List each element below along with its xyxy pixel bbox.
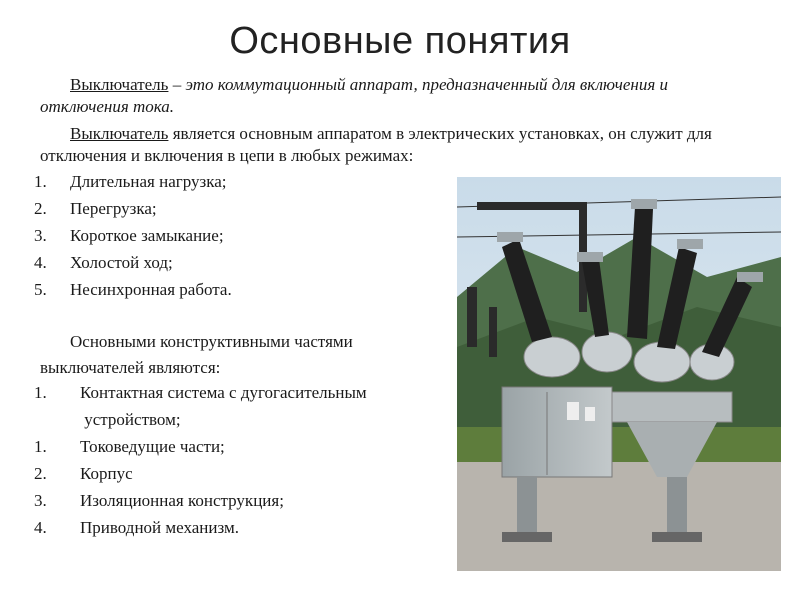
list-label: устройством; [80, 410, 181, 429]
list-label: Корпус [80, 464, 133, 483]
list-number: 2. [34, 199, 47, 218]
mode-item [34, 168, 232, 195]
list-number: 4. [34, 518, 47, 537]
list-number: 1. [34, 383, 47, 402]
definition-term: Выключатель [70, 75, 169, 94]
purpose-paragraph [40, 123, 755, 167]
part-item [34, 433, 367, 460]
parts-intro-line1: Основными конструктивными частями [70, 332, 353, 351]
list-label: Длительная нагрузка; [70, 172, 227, 191]
list-label: Холостой ход; [70, 253, 173, 272]
list-number: 2. [34, 464, 47, 483]
mode-item [34, 222, 232, 249]
purpose-term: Выключатель [70, 124, 169, 143]
parts-intro-line2: выключателей являются: [40, 358, 221, 377]
list-label: Перегрузка; [70, 199, 157, 218]
list-label: Токоведущие части; [80, 437, 225, 456]
list-label: Короткое замыкание; [70, 226, 224, 245]
circuit-breaker-photo [457, 177, 781, 571]
slide-title: Основные понятия [229, 20, 571, 62]
list-number: 3. [34, 491, 47, 510]
list-number: 4. [34, 253, 47, 272]
list-number: 5. [34, 280, 47, 299]
mode-item [34, 249, 232, 276]
list-label: Контактная система с дугогасительным [80, 383, 367, 402]
part-item [34, 379, 367, 406]
part-item [34, 514, 367, 541]
purpose-text: является основным аппаратом в электрических установках, он служит для отключения и включения в цепи в любых режимах: [40, 124, 712, 165]
list-label: Изоляционная конструкция; [80, 491, 284, 510]
part-item [34, 460, 367, 487]
list-label: Несинхронная работа. [70, 280, 232, 299]
definition-paragraph [40, 74, 740, 118]
list-number: 1. [34, 172, 47, 191]
part-item [34, 406, 367, 433]
list-number: 1. [34, 437, 47, 456]
definition-text: – это коммутационный аппарат, предназначенный для включения и отключения тока. [40, 75, 668, 116]
mode-item [34, 276, 232, 303]
modes-list [34, 168, 232, 303]
mode-item [34, 195, 232, 222]
parts-list [34, 379, 367, 541]
list-number: 3. [34, 226, 47, 245]
list-label: Приводной механизм. [80, 518, 239, 537]
part-item [34, 487, 367, 514]
